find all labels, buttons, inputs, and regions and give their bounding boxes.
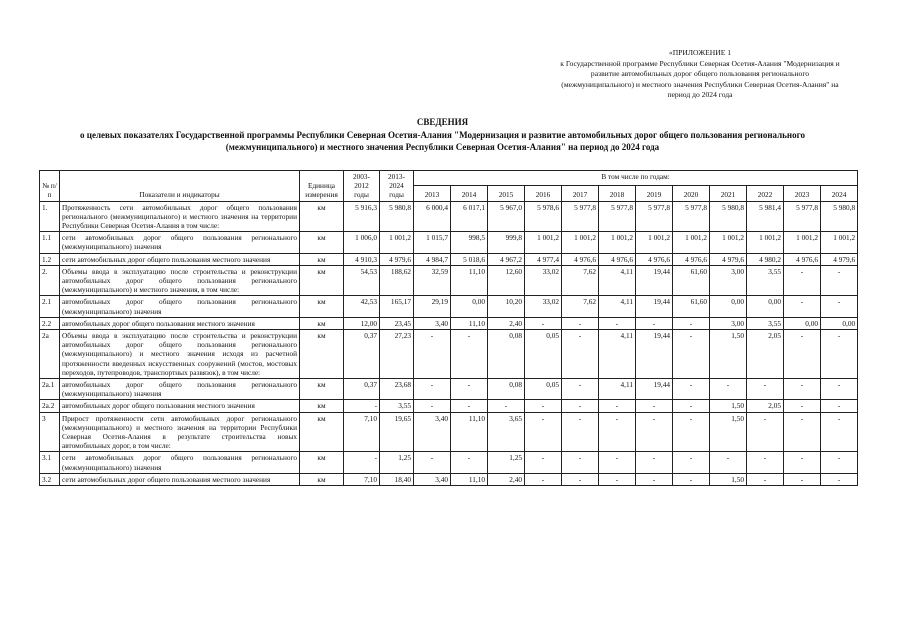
year-value-cell: 11,10: [451, 473, 488, 485]
year-value-cell: 5 967,0: [488, 201, 525, 232]
year-value-cell: 5 980,8: [821, 201, 858, 232]
year-value-cell: -: [821, 452, 858, 473]
year-value-cell: -: [821, 330, 858, 379]
year-value-cell: 1,25: [488, 452, 525, 473]
year-value-cell: 19,44: [636, 296, 673, 317]
header-year: 2023: [784, 186, 821, 201]
year-value-cell: 1,50: [710, 473, 747, 485]
year-value-cell: -: [636, 412, 673, 452]
table-row: [40, 296, 858, 317]
indicator-name: сети автомобильных дорог общего пользования местного значения: [60, 253, 300, 265]
indicator-name: сети автомобильных дорог общего пользования местного значения: [60, 473, 300, 485]
year-value-cell: -: [562, 317, 599, 329]
table-row: [40, 473, 858, 485]
document-subtitle-line: о целевых показателях Государственной программы Республики Северная Осетия-Алания "Модернизация и развитие автомобильных дорог общего пользования регионального: [80, 129, 805, 140]
year-value-cell: 0,08: [488, 330, 525, 379]
indicator-name: автомобильных дорог общего пользования местного значения: [60, 317, 300, 329]
table-row: [40, 400, 858, 412]
year-value-cell: -: [747, 412, 784, 452]
header-num: № п/п: [40, 171, 60, 202]
year-value-cell: -: [784, 265, 821, 296]
value-2013-2024: 5 980,8: [380, 201, 414, 232]
value-2013-2024: 27,23: [380, 330, 414, 379]
row-number: 1.1: [40, 232, 60, 253]
value-2003-2012: 12,00: [344, 317, 380, 329]
appendix-header: [520, 48, 880, 101]
year-value-cell: 32,59: [414, 265, 451, 296]
year-value-cell: 5 981,4: [747, 201, 784, 232]
year-value-cell: 19,44: [636, 379, 673, 400]
year-value-cell: 29,19: [414, 296, 451, 317]
year-value-cell: 4 976,6: [562, 253, 599, 265]
year-value-cell: 2,05: [747, 400, 784, 412]
table-row: [40, 232, 858, 253]
table-row: [40, 317, 858, 329]
header-period-2013-2024: 2013-2024 годы: [380, 171, 414, 202]
year-value-cell: -: [414, 400, 451, 412]
indicator-name: Протяженность сети автомобильных дорог общего пользования регионального (межмуниципального) и местного значения на территории Республики Северная Осетия-Алания в том числе:: [60, 201, 300, 232]
year-value-cell: 3,40: [414, 317, 451, 329]
year-value-cell: 4,11: [599, 265, 636, 296]
year-value-cell: -: [599, 452, 636, 473]
year-value-cell: 33,02: [525, 265, 562, 296]
year-value-cell: -: [414, 330, 451, 379]
year-value-cell: 3,40: [414, 412, 451, 452]
unit-cell: км: [300, 232, 344, 253]
year-value-cell: -: [673, 330, 710, 379]
year-value-cell: -: [562, 330, 599, 379]
year-value-cell: 7,62: [562, 296, 599, 317]
year-value-cell: -: [562, 379, 599, 400]
row-number: 2.1: [40, 296, 60, 317]
year-value-cell: 3,40: [414, 473, 451, 485]
value-2013-2024: 3,55: [380, 400, 414, 412]
header-year: 2015: [488, 186, 525, 201]
header-year: 2019: [636, 186, 673, 201]
value-2003-2012: 54,53: [344, 265, 380, 296]
year-value-cell: 11,10: [451, 317, 488, 329]
year-value-cell: 1 001,2: [710, 232, 747, 253]
year-value-cell: 2,05: [747, 330, 784, 379]
year-value-cell: 11,10: [451, 412, 488, 452]
appendix-line: к Государственной программе Республики Северная Осетия-Алания "Модернизация и: [560, 58, 840, 68]
value-2003-2012: 0,37: [344, 379, 380, 400]
year-value-cell: -: [562, 452, 599, 473]
year-value-cell: 1 001,2: [747, 232, 784, 253]
year-value-cell: 19,44: [636, 330, 673, 379]
row-number: 3.2: [40, 473, 60, 485]
year-value-cell: 61,60: [673, 265, 710, 296]
header-year: 2016: [525, 186, 562, 201]
table-header-row: [40, 171, 858, 186]
value-2003-2012: 4 910,3: [344, 253, 380, 265]
row-number: 1.2: [40, 253, 60, 265]
year-value-cell: 19,44: [636, 265, 673, 296]
year-value-cell: -: [784, 330, 821, 379]
year-value-cell: 0,00: [451, 296, 488, 317]
year-value-cell: -: [451, 330, 488, 379]
year-value-cell: -: [599, 412, 636, 452]
year-value-cell: -: [525, 317, 562, 329]
year-value-cell: 4 976,6: [636, 253, 673, 265]
table-row: [40, 201, 858, 232]
year-value-cell: 0,00: [821, 317, 858, 329]
year-value-cell: 12,60: [488, 265, 525, 296]
header-year: 2021: [710, 186, 747, 201]
indicator-name: Прирост протяженности сети автомобильных дорог регионального (межмуниципального) и местного значения на территории Республики Северная Осетия-Алания в результате строительства новых автомобильных дорог, в том числе:: [60, 412, 300, 452]
year-value-cell: 0,00: [710, 296, 747, 317]
header-years-group: В том числе по годам:: [414, 171, 858, 186]
value-2013-2024: 188,62: [380, 265, 414, 296]
year-value-cell: 1,50: [710, 330, 747, 379]
year-value-cell: 3,55: [747, 317, 784, 329]
value-2013-2024: 23,68: [380, 379, 414, 400]
year-value-cell: 4 979,6: [710, 253, 747, 265]
year-value-cell: 0,05: [525, 379, 562, 400]
year-value-cell: 1 001,2: [673, 232, 710, 253]
year-value-cell: 0,08: [488, 379, 525, 400]
unit-cell: км: [300, 296, 344, 317]
value-2003-2012: 5 916,3: [344, 201, 380, 232]
header-year: 2024: [821, 186, 858, 201]
unit-cell: км: [300, 412, 344, 452]
value-2003-2012: -: [344, 452, 380, 473]
year-value-cell: -: [673, 400, 710, 412]
year-value-cell: -: [784, 379, 821, 400]
year-value-cell: 0,00: [784, 317, 821, 329]
year-value-cell: 999,8: [488, 232, 525, 253]
table-row: [40, 379, 858, 400]
year-value-cell: 7,62: [562, 265, 599, 296]
value-2013-2024: 1 001,2: [380, 232, 414, 253]
year-value-cell: -: [673, 412, 710, 452]
indicator-name: сети автомобильных дорог общего пользования регионального (межмуниципального) значения: [60, 452, 300, 473]
year-value-cell: 3,00: [710, 265, 747, 296]
document-title-block: [20, 116, 865, 154]
row-number: 1.: [40, 201, 60, 232]
year-value-cell: 4,11: [599, 330, 636, 379]
year-value-cell: -: [636, 452, 673, 473]
year-value-cell: 61,60: [673, 296, 710, 317]
year-value-cell: -: [747, 473, 784, 485]
unit-cell: км: [300, 379, 344, 400]
indicator-name: автомобильных дорог общего пользования регионального (межмуниципального) значения: [60, 379, 300, 400]
year-value-cell: -: [673, 317, 710, 329]
year-value-cell: 1,50: [710, 412, 747, 452]
header-period-2003-2012: 2003-2012 годы: [344, 171, 380, 202]
year-value-cell: 998,5: [451, 232, 488, 253]
year-value-cell: -: [414, 452, 451, 473]
year-value-cell: -: [673, 452, 710, 473]
year-value-cell: -: [636, 317, 673, 329]
year-value-cell: 5 980,8: [710, 201, 747, 232]
value-2013-2024: 23,45: [380, 317, 414, 329]
value-2013-2024: 4 979,6: [380, 253, 414, 265]
table-body: [40, 201, 858, 485]
year-value-cell: -: [821, 412, 858, 452]
table-row: [40, 253, 858, 265]
appendix-line: «ПРИЛОЖЕНИЕ 1: [668, 48, 732, 57]
year-value-cell: 6 000,4: [414, 201, 451, 232]
header-year: 2020: [673, 186, 710, 201]
unit-cell: км: [300, 317, 344, 329]
value-2013-2024: 165,17: [380, 296, 414, 317]
year-value-cell: 5 978,6: [525, 201, 562, 232]
header-unit: Единица измерения: [300, 171, 344, 202]
row-number: 2а.2: [40, 400, 60, 412]
row-number: 2а: [40, 330, 60, 379]
year-value-cell: 3,65: [488, 412, 525, 452]
year-value-cell: 4,11: [599, 379, 636, 400]
year-value-cell: -: [784, 412, 821, 452]
header-year: 2017: [562, 186, 599, 201]
year-value-cell: -: [599, 473, 636, 485]
appendix-line: развитие автомобильных дорог общего пользования регионального: [590, 69, 810, 78]
year-value-cell: 1 001,2: [636, 232, 673, 253]
indicator-name: Объемы ввода в эксплуатацию после строительства и реконструкции автомобильных дорог общего пользования регионального (межмуниципального) и местного значения, в том числе:: [60, 265, 300, 296]
year-value-cell: -: [451, 379, 488, 400]
year-value-cell: 3,00: [710, 317, 747, 329]
header-year: 2013: [414, 186, 451, 201]
year-value-cell: 1 001,2: [821, 232, 858, 253]
year-value-cell: -: [451, 452, 488, 473]
indicator-name: автомобильных дорог общего пользования регионального (межмуниципального) значения: [60, 296, 300, 317]
year-value-cell: -: [636, 473, 673, 485]
year-value-cell: 5 977,8: [562, 201, 599, 232]
unit-cell: км: [300, 253, 344, 265]
unit-cell: км: [300, 452, 344, 473]
year-value-cell: -: [562, 412, 599, 452]
unit-cell: км: [300, 473, 344, 485]
year-value-cell: 11,10: [451, 265, 488, 296]
year-value-cell: -: [747, 452, 784, 473]
year-value-cell: -: [562, 473, 599, 485]
year-value-cell: -: [599, 317, 636, 329]
year-value-cell: 33,02: [525, 296, 562, 317]
year-value-cell: -: [821, 296, 858, 317]
value-2003-2012: 7,10: [344, 412, 380, 452]
year-value-cell: -: [525, 400, 562, 412]
year-value-cell: -: [673, 473, 710, 485]
year-value-cell: -: [784, 473, 821, 485]
row-number: 2.: [40, 265, 60, 296]
year-value-cell: -: [599, 400, 636, 412]
indicators-table: [39, 170, 858, 486]
header-year: 2018: [599, 186, 636, 201]
year-value-cell: 4 976,6: [673, 253, 710, 265]
table-row: [40, 265, 858, 296]
unit-cell: км: [300, 201, 344, 232]
year-value-cell: -: [784, 400, 821, 412]
year-value-cell: -: [747, 379, 784, 400]
year-value-cell: 0,05: [525, 330, 562, 379]
value-2013-2024: 19,65: [380, 412, 414, 452]
indicator-name: Объемы ввода в эксплуатацию после строительства и реконструкции автомобильных дорог общего пользования регионального (межмуниципального) и местного значения исходя из расчетной протяженности введенных искусственных сооружений (мостов, мостовых переходов, путепроводов, транспортных развязок), в том числе:: [60, 330, 300, 379]
table-row: [40, 412, 858, 452]
year-value-cell: -: [636, 400, 673, 412]
row-number: 3: [40, 412, 60, 452]
document-subtitle-line: (межмуниципального) и местного значения Республики Северная Осетия-Алания" на период до 2024 года: [225, 142, 660, 152]
year-value-cell: 1 001,2: [525, 232, 562, 253]
table-row: [40, 330, 858, 379]
year-value-cell: 4 984,7: [414, 253, 451, 265]
year-value-cell: -: [710, 452, 747, 473]
year-value-cell: 1 001,2: [562, 232, 599, 253]
year-value-cell: 5 977,8: [599, 201, 636, 232]
table-row: [40, 452, 858, 473]
row-number: 3.1: [40, 452, 60, 473]
year-value-cell: 4 977,4: [525, 253, 562, 265]
year-value-cell: -: [821, 473, 858, 485]
appendix-line: (межмуниципального) и местного значения Республики Северная Осетия-Алания" на: [561, 79, 839, 89]
year-value-cell: 5 977,8: [636, 201, 673, 232]
year-value-cell: 10,20: [488, 296, 525, 317]
year-value-cell: 4 976,6: [784, 253, 821, 265]
year-value-cell: 1,50: [710, 400, 747, 412]
year-value-cell: -: [784, 452, 821, 473]
year-value-cell: 4 979,6: [821, 253, 858, 265]
year-value-cell: 4,11: [599, 296, 636, 317]
header-year: 2022: [747, 186, 784, 201]
year-value-cell: -: [525, 452, 562, 473]
year-value-cell: 1 015,7: [414, 232, 451, 253]
value-2003-2012: 7,10: [344, 473, 380, 485]
year-value-cell: -: [710, 379, 747, 400]
year-value-cell: 2,40: [488, 473, 525, 485]
unit-cell: км: [300, 400, 344, 412]
header-indicator: Показатели и индикаторы: [60, 171, 300, 202]
year-value-cell: 5 018,6: [451, 253, 488, 265]
value-2013-2024: 18,40: [380, 473, 414, 485]
year-value-cell: 5 977,8: [784, 201, 821, 232]
row-number: 2а.1: [40, 379, 60, 400]
year-value-cell: 4 976,6: [599, 253, 636, 265]
year-value-cell: 1 001,2: [784, 232, 821, 253]
year-value-cell: -: [525, 412, 562, 452]
year-value-cell: -: [821, 400, 858, 412]
unit-cell: км: [300, 265, 344, 296]
indicator-name: сети автомобильных дорог общего пользования регионального (межмуниципального) значения: [60, 232, 300, 253]
year-value-cell: 1 001,2: [599, 232, 636, 253]
year-value-cell: 5 977,8: [673, 201, 710, 232]
year-value-cell: -: [821, 265, 858, 296]
value-2003-2012: 0,37: [344, 330, 380, 379]
year-value-cell: -: [525, 473, 562, 485]
value-2003-2012: -: [344, 400, 380, 412]
value-2003-2012: 1 006,0: [344, 232, 380, 253]
indicator-name: автомобильных дорог общего пользования местного значения: [60, 400, 300, 412]
value-2013-2024: 1,25: [380, 452, 414, 473]
year-value-cell: -: [821, 379, 858, 400]
year-value-cell: -: [784, 296, 821, 317]
header-year: 2014: [451, 186, 488, 201]
year-value-cell: 3,55: [747, 265, 784, 296]
year-value-cell: 6 017,1: [451, 201, 488, 232]
year-value-cell: 0,00: [747, 296, 784, 317]
year-value-cell: 4 967,2: [488, 253, 525, 265]
appendix-line: период до 2024 года: [667, 90, 733, 99]
year-value-cell: -: [414, 379, 451, 400]
value-2003-2012: 42,53: [344, 296, 380, 317]
year-value-cell: 2,40: [488, 317, 525, 329]
document-title: СВЕДЕНИЯ: [416, 117, 469, 127]
row-number: 2.2: [40, 317, 60, 329]
year-value-cell: -: [562, 400, 599, 412]
year-value-cell: -: [673, 379, 710, 400]
year-value-cell: -: [451, 400, 488, 412]
unit-cell: км: [300, 330, 344, 379]
year-value-cell: -: [488, 400, 525, 412]
year-value-cell: 4 980,2: [747, 253, 784, 265]
